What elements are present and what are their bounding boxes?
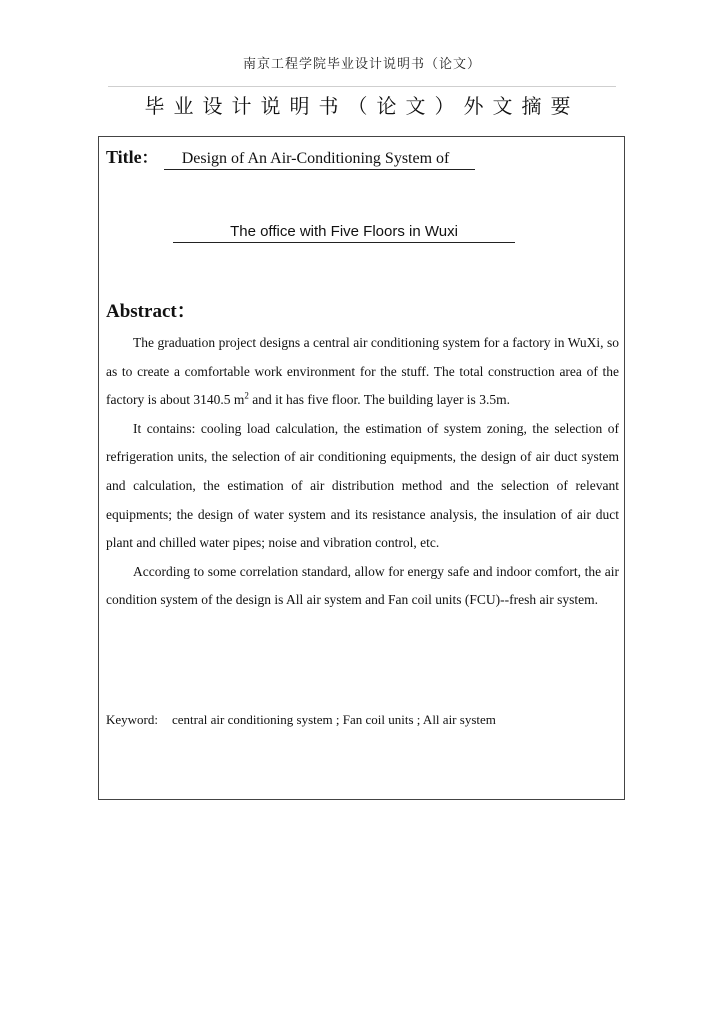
abstract-heading: Abstract：	[106, 301, 196, 322]
title-line-1: Design of An Air-Conditioning System of	[164, 149, 476, 170]
abstract-body	[106, 329, 619, 615]
keyword-value: central air conditioning system ; Fan coil units ; All air system	[172, 712, 496, 727]
title-line-2: The office with Five Floors in Wuxi	[173, 222, 515, 243]
abstract-paragraph-2: It contains: cooling load calculation, the estimation of system zoning, the selection of refrigeration units, the selection of air conditioning equipments, the design of air duct system and calculation, the estimation of air distribution method and the selection of relevant equipments; the design of water system and its resistance analysis, the insulation of air duct plant and chilled water pipes; noise and vibration control, etc.	[106, 420, 619, 551]
header-divider	[108, 86, 616, 87]
keyword-label: Keyword:	[106, 712, 158, 727]
title-row	[106, 145, 626, 170]
keyword-row	[106, 712, 619, 728]
document-heading: 毕业设计说明书（论文）外文摘要	[144, 94, 580, 118]
title-label: Title	[106, 147, 142, 167]
area-unit-superscript: 2	[244, 390, 249, 401]
title-separator: ：	[141, 150, 158, 167]
abstract-paragraph-1	[106, 329, 619, 415]
page-header: 南京工程学院毕业设计说明书（论文）	[242, 57, 481, 72]
abstract-paragraph-1-text: The graduation project designs a central air conditioning system for a factory in WuXi, so as to create a comfortable work environment for the stuff. The total construction area of the factory is about 3140.5 m	[106, 335, 619, 408]
abstract-paragraph-3: According to some correlation standard, allow for energy safe and indoor comfort, the air condition system of the design is All air system and Fan coil units (FCU)--fresh air system.	[106, 563, 619, 608]
abstract-paragraph-1-text-end: and it has five floor. The building layer is 3.5m.	[248, 392, 510, 408]
